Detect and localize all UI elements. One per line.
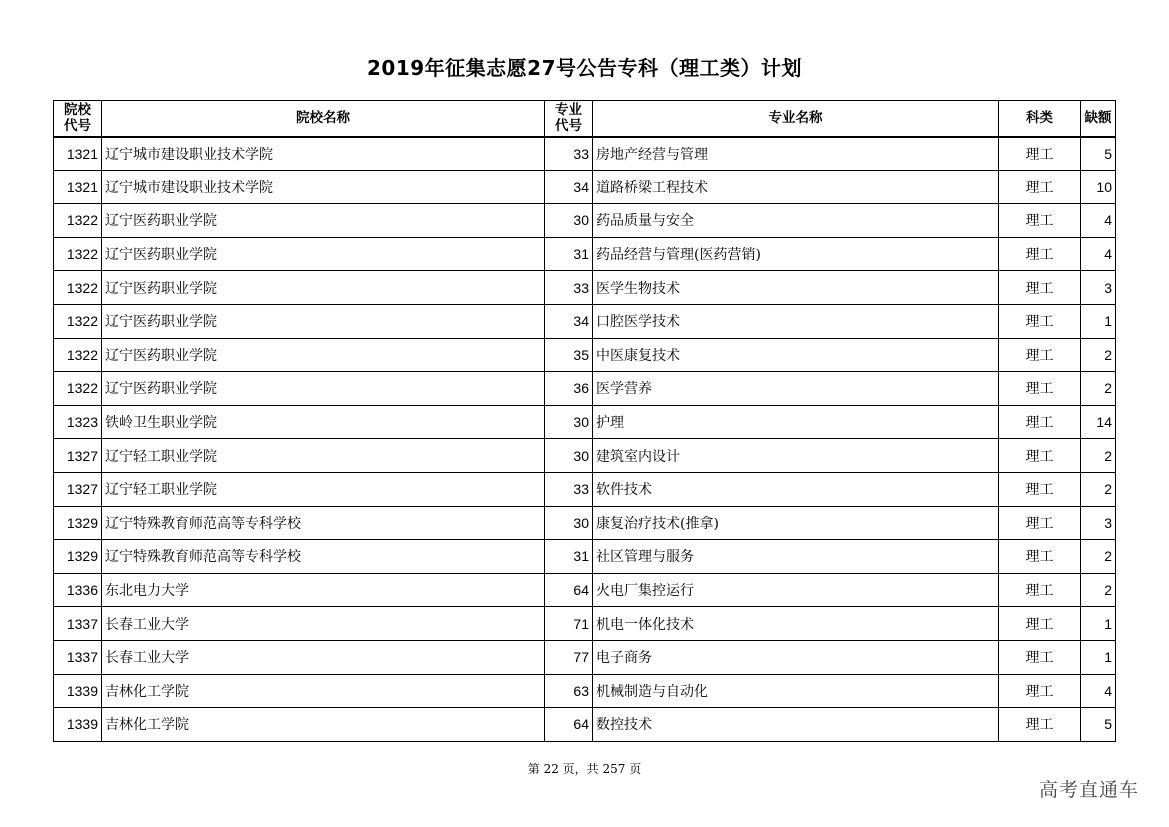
cell-major-name: 建筑室内设计 xyxy=(593,439,999,473)
cell-category: 理工 xyxy=(999,137,1081,171)
cell-school-name: 辽宁医药职业学院 xyxy=(102,204,545,238)
watermark-text: 高考直通车 xyxy=(1038,779,1139,801)
cell-school-code: 1321 xyxy=(54,170,102,204)
cell-category: 理工 xyxy=(999,573,1081,607)
table-row xyxy=(54,405,1116,439)
cell-school-code: 1339 xyxy=(54,674,102,708)
cell-major-code: 64 xyxy=(545,573,593,607)
cell-major-code: 31 xyxy=(545,540,593,574)
cell-major-name: 护理 xyxy=(593,405,999,439)
cell-major-code: 33 xyxy=(545,271,593,305)
cell-major-code: 30 xyxy=(545,204,593,238)
cell-school-code: 1322 xyxy=(54,304,102,338)
header-category: 科类 xyxy=(999,101,1081,137)
cell-school-code: 1322 xyxy=(54,372,102,406)
cell-school-code: 1337 xyxy=(54,607,102,641)
cell-school-name: 辽宁城市建设职业技术学院 xyxy=(102,137,545,171)
cell-category: 理工 xyxy=(999,170,1081,204)
cell-school-name: 吉林化工学院 xyxy=(102,708,545,742)
table-row xyxy=(54,708,1116,742)
cell-school-name: 辽宁医药职业学院 xyxy=(102,271,545,305)
cell-school-code: 1329 xyxy=(54,506,102,540)
header-major-code xyxy=(545,101,593,137)
cell-category: 理工 xyxy=(999,540,1081,574)
cell-vacancy: 2 xyxy=(1081,472,1116,506)
cell-major-code: 34 xyxy=(545,170,593,204)
cell-major-name: 机电一体化技术 xyxy=(593,607,999,641)
cell-category: 理工 xyxy=(999,204,1081,238)
table-row xyxy=(54,640,1116,674)
table-row xyxy=(54,372,1116,406)
cell-vacancy: 2 xyxy=(1081,573,1116,607)
cell-category: 理工 xyxy=(999,506,1081,540)
table-row xyxy=(54,439,1116,473)
table-row xyxy=(54,137,1116,171)
cell-major-code: 35 xyxy=(545,338,593,372)
table-row xyxy=(54,338,1116,372)
cell-vacancy: 2 xyxy=(1081,338,1116,372)
table-header-row xyxy=(54,101,1116,137)
cell-major-name: 药品质量与安全 xyxy=(593,204,999,238)
cell-category: 理工 xyxy=(999,439,1081,473)
cell-vacancy: 1 xyxy=(1081,640,1116,674)
header-vacancy: 缺额 xyxy=(1081,101,1116,137)
cell-school-code: 1322 xyxy=(54,338,102,372)
cell-school-code: 1327 xyxy=(54,472,102,506)
cell-school-name: 辽宁医药职业学院 xyxy=(102,304,545,338)
header-major-code-line1: 专业 xyxy=(555,102,582,119)
cell-vacancy: 3 xyxy=(1081,271,1116,305)
cell-vacancy: 2 xyxy=(1081,439,1116,473)
cell-vacancy: 5 xyxy=(1081,708,1116,742)
header-school-code-line2: 代号 xyxy=(64,118,91,135)
cell-major-code: 64 xyxy=(545,708,593,742)
table-row xyxy=(54,304,1116,338)
cell-vacancy: 2 xyxy=(1081,372,1116,406)
table-row xyxy=(54,674,1116,708)
table-row xyxy=(54,607,1116,641)
table-row xyxy=(54,540,1116,574)
plan-table xyxy=(53,100,1116,742)
cell-school-name: 吉林化工学院 xyxy=(102,674,545,708)
cell-vacancy: 4 xyxy=(1081,204,1116,238)
cell-vacancy: 1 xyxy=(1081,607,1116,641)
cell-school-code: 1337 xyxy=(54,640,102,674)
cell-major-code: 63 xyxy=(545,674,593,708)
cell-school-name: 辽宁医药职业学院 xyxy=(102,372,545,406)
cell-major-code: 30 xyxy=(545,405,593,439)
cell-school-code: 1339 xyxy=(54,708,102,742)
cell-category: 理工 xyxy=(999,607,1081,641)
cell-category: 理工 xyxy=(999,708,1081,742)
cell-school-name: 辽宁城市建设职业技术学院 xyxy=(102,170,545,204)
cell-major-code: 31 xyxy=(545,237,593,271)
cell-vacancy: 2 xyxy=(1081,540,1116,574)
header-major-name: 专业名称 xyxy=(593,101,999,137)
cell-school-code: 1336 xyxy=(54,573,102,607)
table-row xyxy=(54,506,1116,540)
cell-category: 理工 xyxy=(999,405,1081,439)
cell-vacancy: 5 xyxy=(1081,137,1116,171)
cell-major-code: 77 xyxy=(545,640,593,674)
cell-school-code: 1327 xyxy=(54,439,102,473)
cell-major-code: 34 xyxy=(545,304,593,338)
table-row xyxy=(54,170,1116,204)
header-major-code-line2: 代号 xyxy=(555,118,582,135)
cell-major-code: 30 xyxy=(545,506,593,540)
cell-school-code: 1321 xyxy=(54,137,102,171)
cell-category: 理工 xyxy=(999,338,1081,372)
cell-major-name: 房地产经营与管理 xyxy=(593,137,999,171)
cell-school-name: 辽宁特殊教育师范高等专科学校 xyxy=(102,540,545,574)
cell-major-code: 33 xyxy=(545,472,593,506)
cell-vacancy: 14 xyxy=(1081,405,1116,439)
page-footer: 第 22 页，共 257 页 xyxy=(527,762,642,776)
header-school-name: 院校名称 xyxy=(102,101,545,137)
cell-school-name: 辽宁医药职业学院 xyxy=(102,338,545,372)
cell-major-name: 社区管理与服务 xyxy=(593,540,999,574)
cell-school-name: 长春工业大学 xyxy=(102,640,545,674)
cell-school-code: 1322 xyxy=(54,237,102,271)
cell-vacancy: 1 xyxy=(1081,304,1116,338)
cell-major-name: 中医康复技术 xyxy=(593,338,999,372)
cell-vacancy: 3 xyxy=(1081,506,1116,540)
cell-major-name: 口腔医学技术 xyxy=(593,304,999,338)
cell-major-code: 30 xyxy=(545,439,593,473)
cell-school-name: 辽宁特殊教育师范高等专科学校 xyxy=(102,506,545,540)
cell-vacancy: 4 xyxy=(1081,674,1116,708)
cell-category: 理工 xyxy=(999,237,1081,271)
cell-major-name: 火电厂集控运行 xyxy=(593,573,999,607)
cell-vacancy: 4 xyxy=(1081,237,1116,271)
cell-school-code: 1323 xyxy=(54,405,102,439)
cell-major-name: 电子商务 xyxy=(593,640,999,674)
cell-school-code: 1322 xyxy=(54,204,102,238)
cell-school-name: 铁岭卫生职业学院 xyxy=(102,405,545,439)
cell-major-name: 康复治疗技术(推拿) xyxy=(593,506,999,540)
cell-major-name: 数控技术 xyxy=(593,708,999,742)
cell-category: 理工 xyxy=(999,372,1081,406)
table-row xyxy=(54,472,1116,506)
cell-major-name: 机械制造与自动化 xyxy=(593,674,999,708)
cell-school-name: 辽宁轻工职业学院 xyxy=(102,472,545,506)
cell-category: 理工 xyxy=(999,271,1081,305)
header-school-code xyxy=(54,101,102,137)
cell-school-code: 1322 xyxy=(54,271,102,305)
cell-major-code: 33 xyxy=(545,137,593,171)
cell-major-code: 36 xyxy=(545,372,593,406)
cell-major-name: 道路桥梁工程技术 xyxy=(593,170,999,204)
table-row xyxy=(54,573,1116,607)
header-school-code-line1: 院校 xyxy=(64,102,91,119)
cell-major-name: 医学生物技术 xyxy=(593,271,999,305)
table-row xyxy=(54,204,1116,238)
cell-category: 理工 xyxy=(999,674,1081,708)
page-title: 2019年征集志愿27号公告专科（理工类）计划 xyxy=(367,56,802,80)
cell-school-name: 辽宁医药职业学院 xyxy=(102,237,545,271)
cell-school-name: 东北电力大学 xyxy=(102,573,545,607)
cell-school-code: 1329 xyxy=(54,540,102,574)
cell-category: 理工 xyxy=(999,472,1081,506)
table-row xyxy=(54,237,1116,271)
cell-major-name: 医学营养 xyxy=(593,372,999,406)
cell-major-code: 71 xyxy=(545,607,593,641)
cell-category: 理工 xyxy=(999,640,1081,674)
cell-vacancy: 10 xyxy=(1081,170,1116,204)
cell-school-name: 辽宁轻工职业学院 xyxy=(102,439,545,473)
cell-major-name: 药品经营与管理(医药营销) xyxy=(593,237,999,271)
cell-school-name: 长春工业大学 xyxy=(102,607,545,641)
table-row xyxy=(54,271,1116,305)
cell-major-name: 软件技术 xyxy=(593,472,999,506)
cell-category: 理工 xyxy=(999,304,1081,338)
